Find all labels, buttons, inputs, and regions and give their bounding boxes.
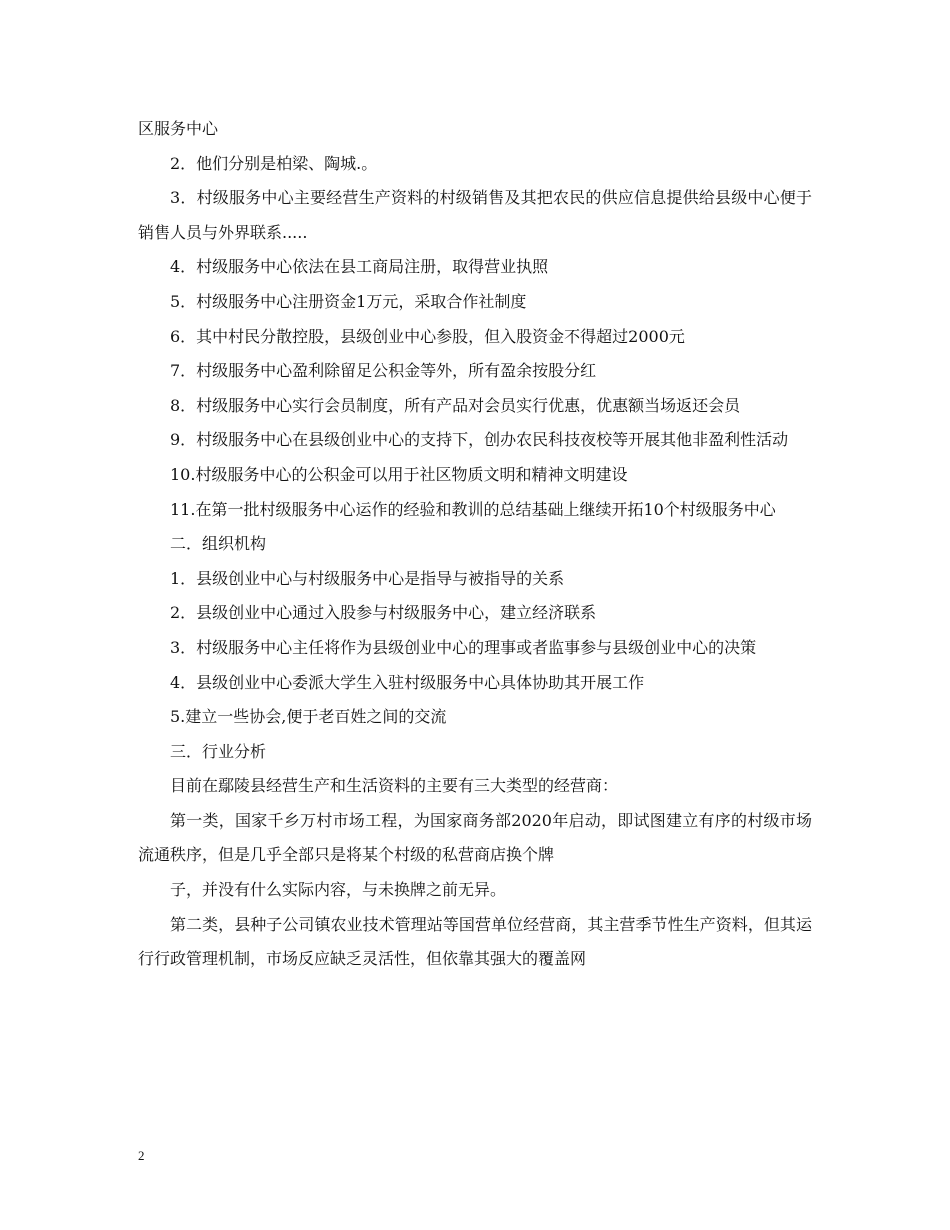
paragraph: 子，并没有什么实际内容，与未换牌之前无异。 xyxy=(170,880,507,900)
paragraph: 6．其中村民分散控股，县级创业中心参股，但入股资金不得超过2000元 xyxy=(170,326,685,346)
document-body xyxy=(138,112,812,977)
paragraph: 5.建立一些协会,便于老百姓之间的交流 xyxy=(170,707,447,727)
paragraph: 7．村级服务中心盈利除留足公积金等外，所有盈余按股分红 xyxy=(170,361,597,381)
section-heading: 三．行业分析 xyxy=(170,741,267,761)
paragraph: 3．村级服务中心主要经营生产资料的村级销售及其把农民的供应信息提供给县级中心便于销售人员与外界联系..... xyxy=(138,188,812,242)
paragraph: 区服务中心 xyxy=(138,119,219,138)
paragraph: 4．县级创业中心委派大学生入驻村级服务中心具体协助其开展工作 xyxy=(170,672,645,692)
paragraph: 2．他们分别是柏梁、陶城.。 xyxy=(170,153,378,173)
paragraph: 8．村级服务中心实行会员制度，所有产品对会员实行优惠，优惠额当场返还会员 xyxy=(170,395,741,415)
paragraph: 5．村级服务中心注册资金1万元，采取合作社制度 xyxy=(170,291,527,311)
paragraph: 第二类，县种子公司镇农业技术管理站等国营单位经营商，其主营季节性生产资料，但其运行行政管理机制，市场反应缺乏灵活性，但依靠其强大的覆盖网 xyxy=(138,914,812,969)
paragraph: 11.在第一批村级服务中心运作的经验和教训的总结基础上继续开拓10个村级服务中心 xyxy=(170,499,776,519)
paragraph: 3．村级服务中心主任将作为县级创业中心的理事或者监事参与县级创业中心的决策 xyxy=(170,637,757,657)
paragraph: 10.村级服务中心的公积金可以用于社区物质文明和精神文明建设 xyxy=(170,464,628,484)
paragraph: 4．村级服务中心依法在县工商局注册，取得营业执照 xyxy=(170,257,549,277)
section-heading: 二．组织机构 xyxy=(170,534,267,554)
paragraph: 9．村级服务中心在县级创业中心的支持下，创办农民科技夜校等开展其他非盈利性活动 xyxy=(170,430,789,450)
paragraph: 2．县级创业中心通过入股参与村级服务中心，建立经济联系 xyxy=(170,603,597,623)
paragraph: 目前在鄢陵县经营生产和生活资料的主要有三大类型的经营商： xyxy=(170,776,619,796)
paragraph: 1．县级创业中心与村级服务中心是指导与被指导的关系 xyxy=(170,568,565,588)
paragraph: 第一类，国家千乡万村市场工程，为国家商务部2020年启动，即试图建立有序的村级市场流通秩序，但是几乎全部只是将某个村级的私营商店换个牌 xyxy=(138,810,812,865)
page-number: 2 xyxy=(138,1148,145,1163)
